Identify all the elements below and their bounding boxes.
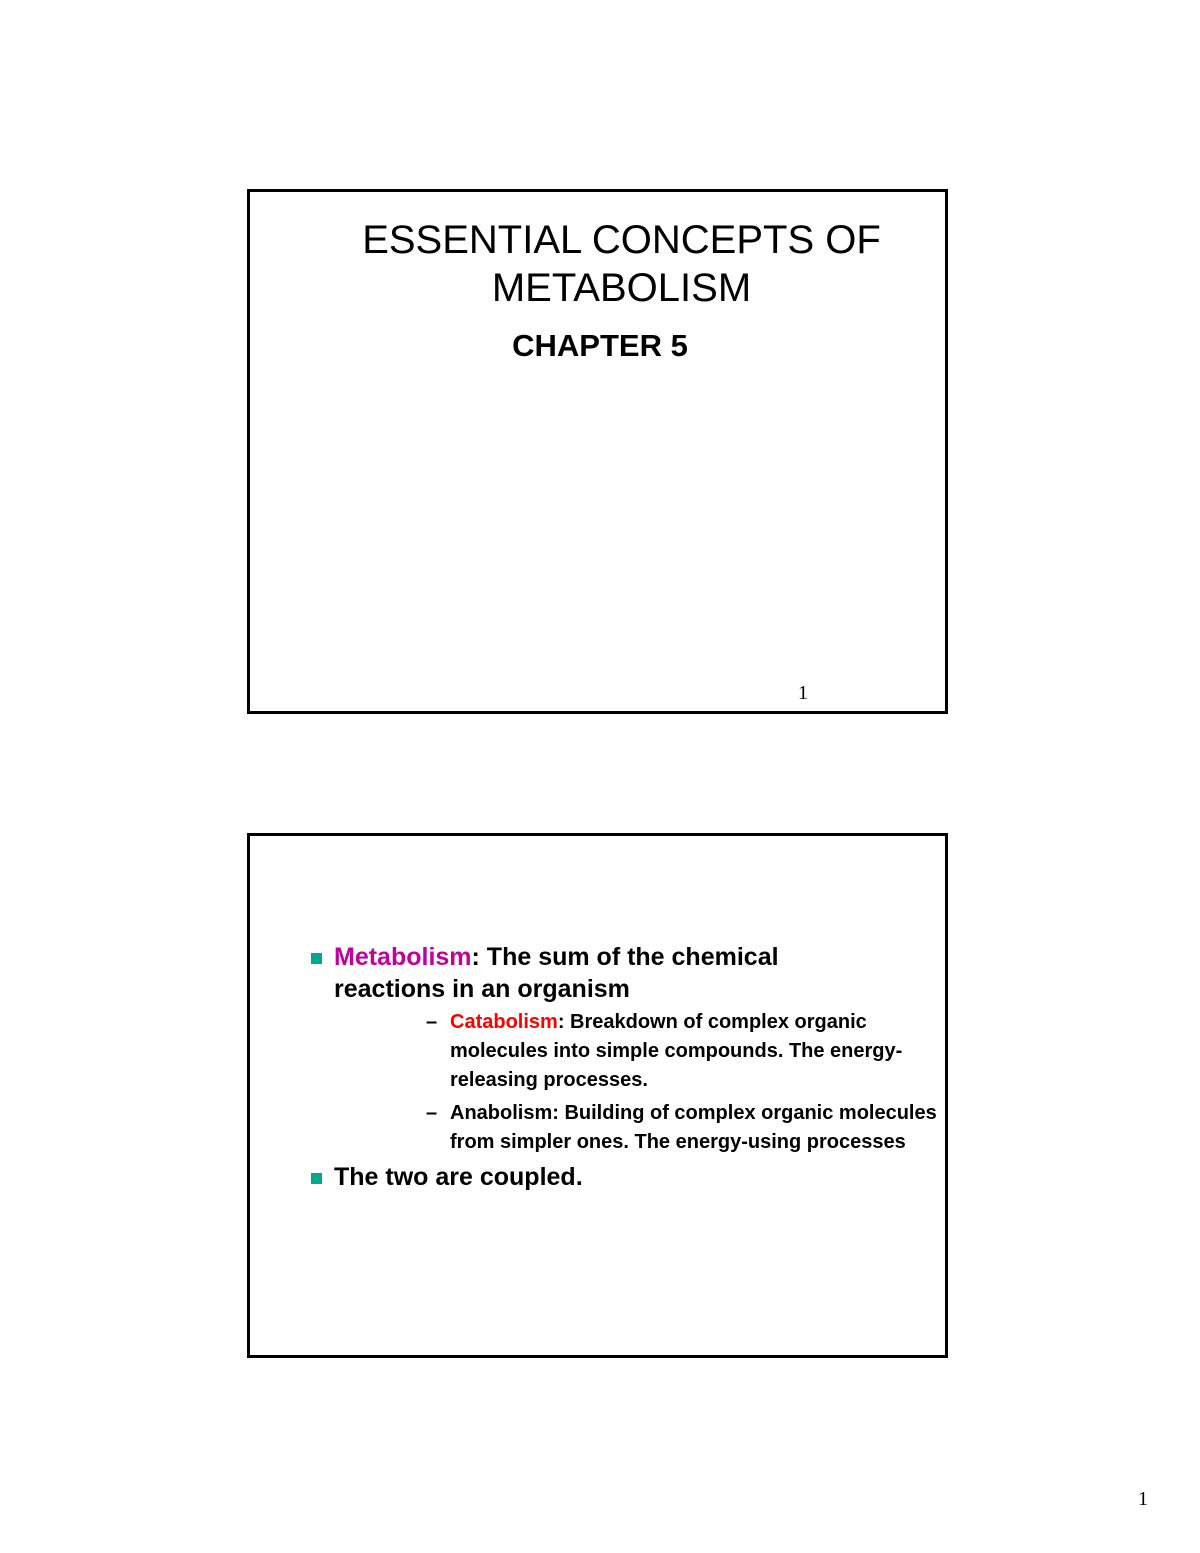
slide-title-line-1: ESSENTIAL CONCEPTS OF	[362, 218, 881, 262]
slide-1	[247, 189, 948, 714]
sub-list	[334, 1008, 937, 1157]
sub-item-anabolism	[334, 1099, 940, 1157]
slide-2	[247, 833, 948, 1358]
bullet-item-metabolism	[250, 941, 937, 1157]
square-bullet-icon	[311, 1173, 322, 1184]
sub-item-text: Anabolism: Building of complex organic molecules from simpler ones. The energy-using processes	[450, 1102, 937, 1153]
page-number: 1	[1138, 1488, 1148, 1510]
bullet-text: : The sum of the chemical reactions in an organism	[334, 943, 779, 1003]
slide-title-block	[250, 216, 945, 366]
square-bullet-icon	[311, 953, 322, 964]
dash-bullet-icon: –	[426, 1102, 438, 1124]
slide-number: 1	[798, 682, 808, 704]
bullet-list	[250, 941, 945, 1193]
term-metabolism: Metabolism	[334, 943, 472, 971]
sub-item-catabolism	[334, 1008, 940, 1095]
dash-bullet-icon: –	[426, 1011, 438, 1033]
bullet-text: The two are coupled.	[334, 1163, 583, 1191]
term-catabolism: Catabolism	[450, 1011, 558, 1033]
sub-item-text: : Breakdown of complex organic molecules into simple compounds. The energy-releasing processes.	[450, 1011, 903, 1091]
bullet-item-coupled	[250, 1161, 834, 1193]
slide-title-line-2: METABOLISM	[491, 266, 752, 310]
slide-subtitle: CHAPTER 5	[512, 328, 688, 363]
